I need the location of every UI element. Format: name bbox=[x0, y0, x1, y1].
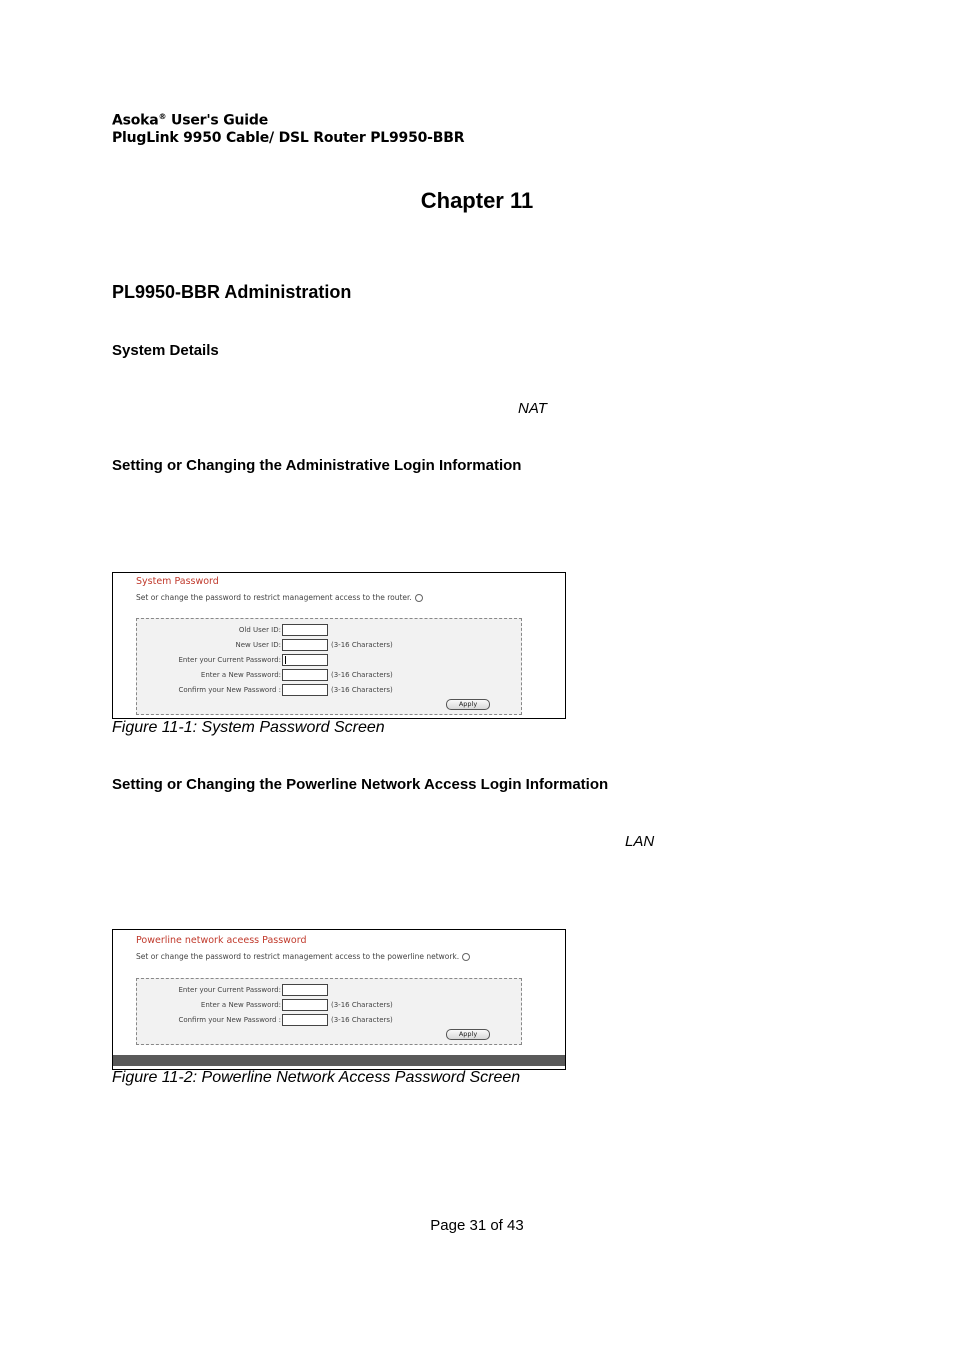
registered-mark: ® bbox=[158, 112, 167, 121]
italic-term-nat: NAT bbox=[518, 400, 547, 417]
form-row-current-password bbox=[137, 984, 521, 998]
field-note: (3-16 Characters) bbox=[331, 671, 393, 679]
subsection-system-details: System Details bbox=[112, 342, 219, 359]
panel-description-text: Set or change the password to restrict management access to the powerline network. bbox=[136, 952, 460, 961]
section-title: PL9950-BBR Administration bbox=[112, 282, 352, 302]
field-note: (3-16 Characters) bbox=[331, 1016, 393, 1024]
field-note: (3-16 Characters) bbox=[331, 1001, 393, 1009]
subsection-powerline-login: Setting or Changing the Powerline Network Access Login Information bbox=[112, 776, 609, 793]
subsection-admin-login: Setting or Changing the Administrative Login Information bbox=[112, 457, 522, 474]
confirm-password-input[interactable] bbox=[282, 684, 328, 696]
form-row-confirm-password bbox=[137, 1014, 521, 1028]
confirm-password-input[interactable] bbox=[282, 1014, 328, 1026]
panel-description bbox=[136, 593, 423, 602]
help-icon[interactable] bbox=[415, 594, 423, 602]
form-row-new-password bbox=[137, 669, 521, 683]
form-row-old-user-id bbox=[137, 624, 521, 638]
figure-powerline-password-screenshot bbox=[112, 929, 566, 1070]
field-note: (3-16 Characters) bbox=[331, 641, 393, 649]
panel-description bbox=[136, 952, 470, 961]
help-icon[interactable] bbox=[462, 953, 470, 961]
apply-button[interactable]: Apply bbox=[446, 699, 490, 710]
figure-caption-1: Figure 11-1: System Password Screen bbox=[112, 719, 385, 736]
running-header-subtitle: PlugLink 9950 Cable/ DSL Router PL9950-BBR bbox=[112, 130, 465, 146]
field-label: Enter a New Password: bbox=[200, 1001, 281, 1009]
form-row-current-password bbox=[137, 654, 521, 668]
form-row-confirm-password bbox=[137, 684, 521, 698]
text-cursor bbox=[285, 656, 286, 664]
chapter-title: Chapter 11 bbox=[420, 188, 534, 213]
footer-bar bbox=[113, 1055, 565, 1066]
form-row-new-password bbox=[137, 999, 521, 1013]
field-label: Enter your Current Password: bbox=[178, 986, 281, 994]
form-row-new-user-id bbox=[137, 639, 521, 653]
field-label: Old User ID: bbox=[238, 626, 281, 634]
panel-title: System Password bbox=[136, 576, 219, 587]
figure-caption-2: Figure 11-2: Powerline Network Access Password Screen bbox=[112, 1069, 521, 1086]
new-password-input[interactable] bbox=[282, 669, 328, 681]
italic-term-lan: LAN bbox=[625, 833, 655, 850]
figure-system-password-screenshot bbox=[112, 572, 566, 719]
guide-label: User's Guide bbox=[166, 112, 269, 129]
field-label: Enter a New Password: bbox=[200, 671, 281, 679]
field-label: Confirm your New Password : bbox=[178, 1016, 281, 1024]
running-header-title bbox=[112, 112, 268, 129]
current-password-input[interactable] bbox=[282, 984, 328, 996]
current-password-input[interactable] bbox=[282, 654, 328, 666]
apply-button[interactable]: Apply bbox=[446, 1029, 490, 1040]
new-password-input[interactable] bbox=[282, 999, 328, 1011]
field-label: Confirm your New Password : bbox=[178, 686, 281, 694]
panel-description-text: Set or change the password to restrict management access to the router. bbox=[136, 593, 412, 602]
page-number: Page 31 of 43 bbox=[430, 1217, 524, 1234]
brand-name: Asoka bbox=[112, 112, 159, 129]
new-user-id-input[interactable] bbox=[282, 639, 328, 651]
password-form bbox=[136, 618, 522, 715]
powerline-password-form bbox=[136, 978, 522, 1045]
field-label: Enter your Current Password: bbox=[178, 656, 281, 664]
panel-title: Powerline network aceess Password bbox=[136, 935, 307, 946]
field-label: New User ID: bbox=[235, 641, 281, 649]
old-user-id-input[interactable] bbox=[282, 624, 328, 636]
field-note: (3-16 Characters) bbox=[331, 686, 393, 694]
